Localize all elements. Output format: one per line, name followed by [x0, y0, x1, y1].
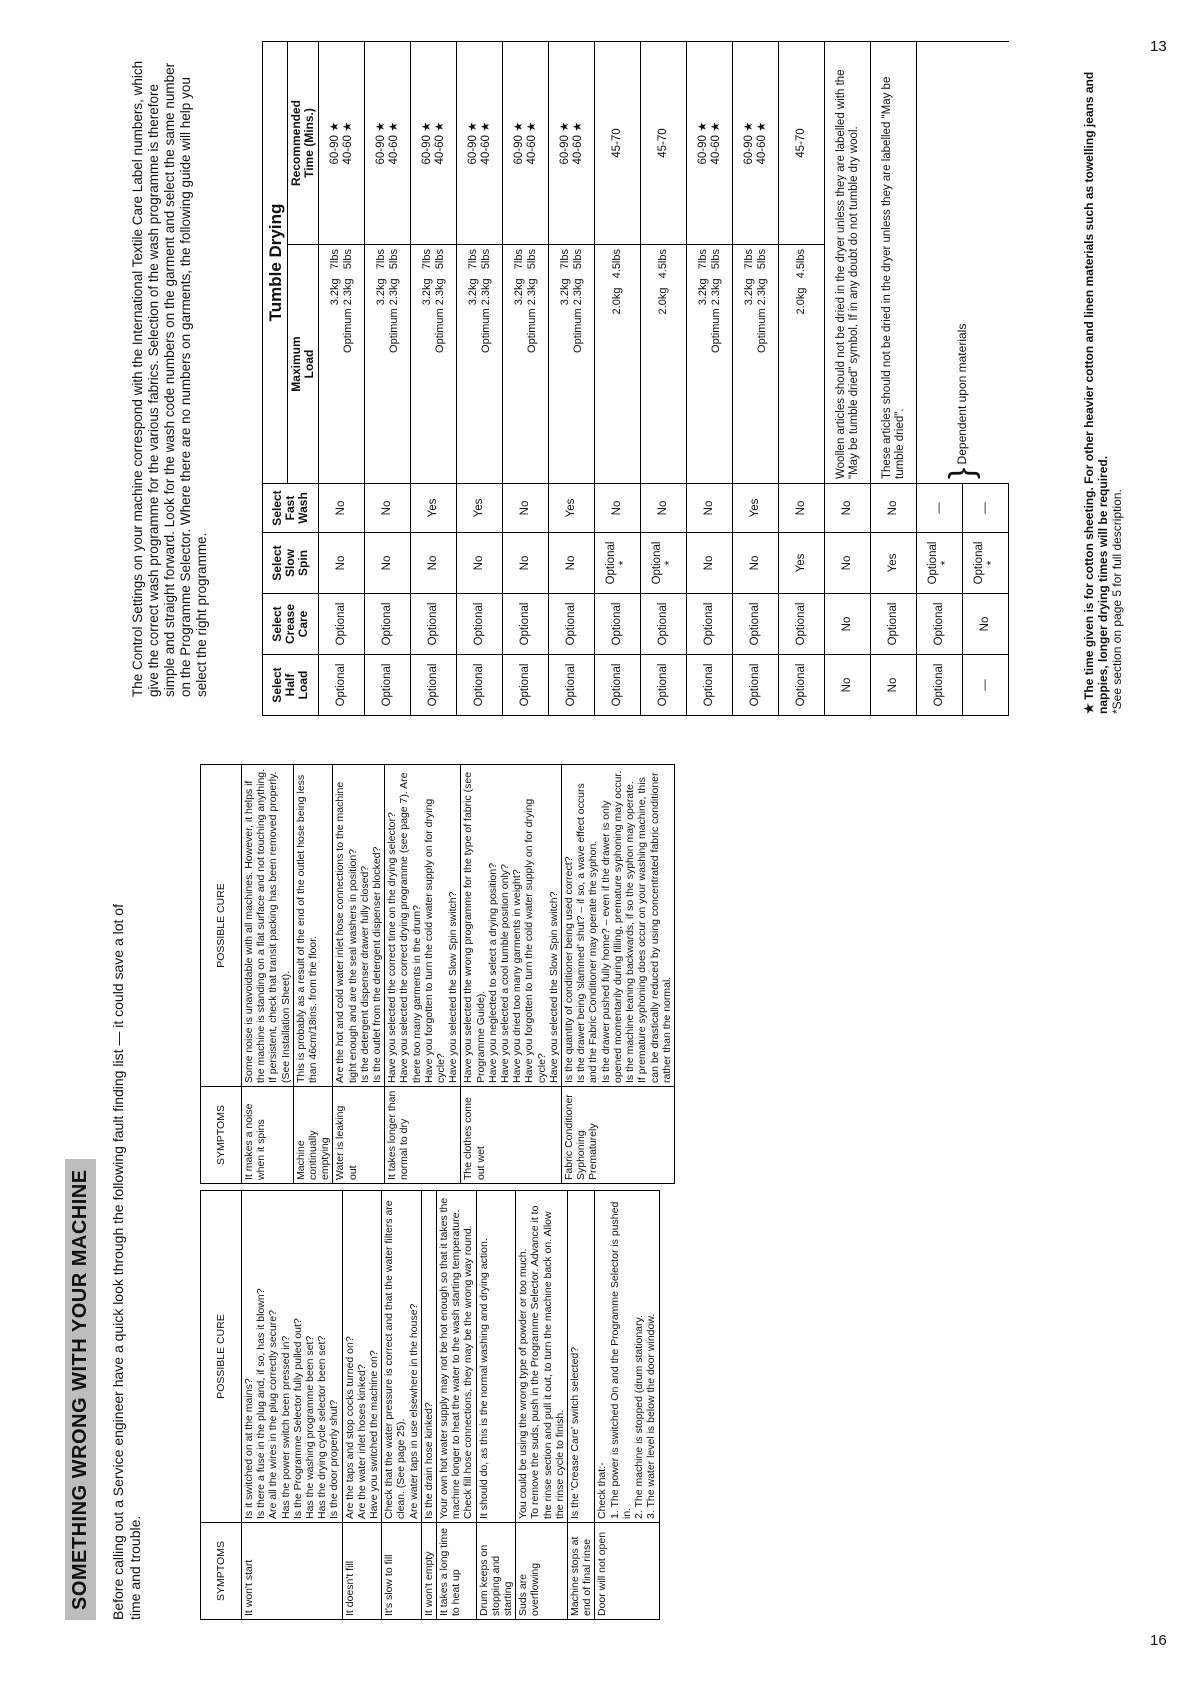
- cell-crease: No: [963, 594, 1009, 655]
- cell-half: Optional: [411, 655, 457, 716]
- cell-slow: Optional *: [595, 533, 641, 594]
- table-row: [641, 42, 687, 716]
- fault-intro: Before calling out a Service engineer have a quick look through the following fault finding list — it could save a lot of time and trouble.: [110, 904, 143, 1620]
- cell-half: Optional: [917, 655, 963, 716]
- cell-rec-time: 60-90 ★ 40-60 ★: [687, 42, 733, 245]
- cure-cell: Is it switched on at the mains? Is there a fuse in the plug and, if so, has it blown? Are all the wires in the plug correctly secure? Has the power switch been pressed in? Is the Programme Selector fully pulled out? Has the washing programme been set? Has the drying cycle selector been set? Is the door properly shut?: [242, 1191, 343, 1523]
- cell-slow: No: [503, 533, 549, 594]
- cell-half: Optional: [319, 655, 365, 716]
- cure-cell: Is the quantity of conditioner being used correct? Is the drawer being 'slammed' shut? – if so, a wave effect occurs and the Fabric Conditioner may operate the syphon. Is the drawer pushed fully home? – even if the drawer is only opened momentarily during filling, premature syphoning may occur. Is the machine leaning backwards, if so the syphon may operate. If premature syphoning does occur on your washing machine, this can be drastically reduced by using concentrated fabric conditioner rather than the normal.: [562, 765, 675, 1087]
- symptom-cell: It won't empty: [421, 1523, 436, 1620]
- cell-slow: No: [365, 533, 411, 594]
- symptom-cell: Suds are overflowing: [516, 1523, 568, 1620]
- cure-cell: It should do, as this is the normal washing and drying action.: [476, 1191, 516, 1523]
- cure-cell: Are the hot and cold water inlet hose connections to the machine tight enough and are the seal washers in position? Is the detergent dispenser drawer fully closed? Is the outlet from the detergent dispenser blocked?: [333, 765, 385, 1087]
- table-row: [516, 1191, 568, 1620]
- cure-cell: Are the taps and stop cocks turned on? Are the water inlet hoses kinked? Have you switched the machine on?: [342, 1191, 382, 1523]
- cell-half: Optional: [365, 655, 411, 716]
- table-row: [461, 765, 562, 1184]
- hdr-fast-wash: Select Fast Wash: [263, 484, 319, 533]
- cell-slow: No: [457, 533, 503, 594]
- cell-crease: Optional: [457, 594, 503, 655]
- cure-cell: This is probably as a result of the end of the outlet hose being less than 46cm/18ins. from the floor.: [293, 765, 333, 1087]
- symptom-cell: The clothes come out wet: [461, 1087, 562, 1184]
- cure-cell: Have you selected the wrong programme for the type of fabric (see Programme Guide). Have you neglected to select a drying position? Have you selected a cool tumble position only? Have you dried too many garments in weight? Have you forgotten to turn the cold water supply on for drying cycle? Have you selected the Slow Spin switch?: [461, 765, 562, 1087]
- cell-fast: Yes: [549, 484, 595, 533]
- table-row: [476, 1191, 516, 1620]
- symptom-cell: Door will not open: [595, 1523, 659, 1620]
- table-row: [595, 42, 641, 716]
- cell-slow: No: [319, 533, 365, 594]
- cell-rec-time: 60-90 ★ 40-60 ★: [549, 42, 595, 245]
- cure-cell: Have you selected the correct time on the drying selector? Have you selected the correct drying programme (see page 7). Are there too many garments in the drum? Have you forgotten to turn the cold water supply on for drying cycle? Have you selected the Slow Spin switch?: [385, 765, 461, 1087]
- cell-max-load: 2.0kg 4.5lbs: [779, 245, 825, 484]
- cell-fast: Yes: [457, 484, 503, 533]
- footnote-asterisk: *See section on page 5 for full description.: [1110, 489, 1124, 714]
- fault-finding-section: [65, 860, 144, 1620]
- cell-crease: Optional: [641, 594, 687, 655]
- table-row: [733, 42, 779, 716]
- symptom-cell: It's slow to fill: [382, 1523, 422, 1620]
- hdr-half-load: Select Half Load: [263, 655, 319, 716]
- cell-fast: No: [503, 484, 549, 533]
- cell-crease: Optional: [917, 594, 963, 655]
- cell-max-load: 3.2kg 7lbs Optimum 2.3kg 5lbs: [549, 245, 595, 484]
- cure-cell: Is the drain hose kinked?: [421, 1191, 436, 1523]
- cell-crease: Optional: [595, 594, 641, 655]
- cell-fast: No: [365, 484, 411, 533]
- table-row: [595, 1191, 659, 1620]
- hdr-max-load: Maximum Load: [288, 245, 319, 484]
- cell-fast: No: [687, 484, 733, 533]
- cell-rec-time: 60-90 ★ 40-60 ★: [365, 42, 411, 245]
- table-row: [382, 1191, 422, 1620]
- brace-icon: }: [942, 467, 981, 479]
- cell-slow: Optional *: [917, 533, 963, 594]
- table-row: [242, 1191, 343, 1620]
- cell-slow: No: [687, 533, 733, 594]
- cell-max-load: 3.2kg 7lbs Optimum 2.3kg 5lbs: [457, 245, 503, 484]
- cell-fast: No: [595, 484, 641, 533]
- cell-half: Optional: [779, 655, 825, 716]
- table-row: [503, 42, 549, 716]
- cell-fast: —: [963, 484, 1009, 533]
- footnote-star: ★ The time given is for cotton sheeting. For other heavier cotton and linen materials such as towelling jeans and nappies, longer drying times will be required.: [1082, 71, 1110, 714]
- cell-slow: No: [733, 533, 779, 594]
- table-row: [871, 42, 917, 716]
- table-row: [421, 1191, 436, 1620]
- symptom-cell: Machine continually emptying: [293, 1087, 333, 1184]
- cell-rec-time: 60-90 ★ 40-60 ★: [319, 42, 365, 245]
- cell-half: Optional: [733, 655, 779, 716]
- cell-half: No: [871, 655, 917, 716]
- cell-crease: Optional: [503, 594, 549, 655]
- cell-rec-time: 60-90 ★ 40-60 ★: [411, 42, 457, 245]
- cell-crease: Optional: [365, 594, 411, 655]
- cell-max-load: 3.2kg 7lbs Optimum 2.3kg 5lbs: [733, 245, 779, 484]
- table-row: [568, 1191, 595, 1620]
- table-row: [333, 765, 385, 1184]
- cell-rec-time: 60-90 ★ 40-60 ★: [733, 42, 779, 245]
- fault-table-1: [200, 1190, 660, 1620]
- table-row: [779, 42, 825, 716]
- cell-fast: No: [319, 484, 365, 533]
- cell-fast: No: [871, 484, 917, 533]
- symptom-cell: It takes a long time to heat up: [437, 1523, 477, 1620]
- table-row: [242, 765, 294, 1184]
- cell-fast: No: [641, 484, 687, 533]
- fault-table-2: [200, 764, 675, 1184]
- cell-max-load: 2.0kg 4.5lbs: [641, 245, 687, 484]
- cell-slow: Optional *: [641, 533, 687, 594]
- hdr-crease-care: Select Crease Care: [263, 594, 319, 655]
- cure-cell: Is the 'Crease Care' switch selected?: [568, 1191, 595, 1523]
- dependent-text: Dependent upon materials: [954, 323, 969, 465]
- cell-rec-time: 60-90 ★ 40-60 ★: [457, 42, 503, 245]
- symptom-cell: Machine stops at end of final rinse: [568, 1523, 595, 1620]
- table-row: [319, 42, 365, 716]
- cell-crease: Optional: [871, 594, 917, 655]
- table-row: [293, 765, 333, 1184]
- cell-slow: Optional *: [963, 533, 1009, 594]
- hdr-tumble-drying: Tumble Drying: [263, 42, 288, 484]
- dependent-cell: [917, 42, 1009, 484]
- table-row: [687, 42, 733, 716]
- table-row: [385, 765, 461, 1184]
- cure-cell: You could be using the wrong type of powder or too much. To remove the suds, push in the Programme Selector. Advance it to the rinse section and pull it out, to turn the machine back on. Allow the rinse cycle to finish.: [516, 1191, 568, 1523]
- cell-fast: —: [917, 484, 963, 533]
- cure-cell: Some noise is unavoidable with all machines. However, it helps if the machine is standing on a flat surface and not touching anything. If persistent, check that transit packing has been removed properly. (See Installation Sheet).: [242, 765, 294, 1087]
- table-row: [342, 1191, 382, 1620]
- cell-max-load: 3.2kg 7lbs Optimum 2.3kg 5lbs: [687, 245, 733, 484]
- cell-slow: Yes: [779, 533, 825, 594]
- symptom-cell: It makes a noise when it spins: [242, 1087, 294, 1184]
- table-row: [365, 42, 411, 716]
- cell-max-load: 3.2kg 7lbs Optimum 2.3kg 5lbs: [503, 245, 549, 484]
- cell-rec-time: 60-90 ★ 40-60 ★: [503, 42, 549, 245]
- wool-note: Woollen articles should not be dried in the dryer unless they are labelled with the "May be tumble dried" symbol. If in any doubt do not tumble dry wool.: [825, 42, 871, 484]
- cell-half: Optional: [457, 655, 503, 716]
- table-row: [549, 42, 595, 716]
- cure-cell: Check that the water pressure is correct and that the water filters are clean. (See page 25). Are water taps in use elsewhere in the house?: [382, 1191, 422, 1523]
- cell-max-load: 3.2kg 7lbs Optimum 2.3kg 5lbs: [365, 245, 411, 484]
- hdr-slow-spin: Select Slow Spin: [263, 533, 319, 594]
- cell-max-load: 3.2kg 7lbs Optimum 2.3kg 5lbs: [411, 245, 457, 484]
- cell-half: —: [963, 655, 1009, 716]
- page-number-right: 13: [1150, 38, 1167, 55]
- cell-crease: Optional: [733, 594, 779, 655]
- cell-half: Optional: [687, 655, 733, 716]
- programme-intro: The Control Settings on your machine correspond with the International Textile Care Label numbers, which give the correct wash programme for the various fabrics. Selection of the wash programme is therefore simple and straight forward. Look for the wash code numbers on the garment and select the same number on the Programme Selector. Where there are no numbers on garments, the following guide will help you select the right programme.: [130, 60, 209, 697]
- symptom-cell: Water is leaking out: [333, 1087, 385, 1184]
- cell-crease: Optional: [687, 594, 733, 655]
- table-row: [411, 42, 457, 716]
- table-row: [562, 765, 675, 1184]
- cure-cell: Check that:- 1. The power is switched On and the Programme Selector is pushed in. 2. The machine is stopped (drum stationary. 3. The water level is below the door window.: [595, 1191, 659, 1523]
- cell-fast: No: [779, 484, 825, 533]
- hdr-rec-time: Recommended Time (Mins.): [288, 42, 319, 245]
- cell-rec-time: 45-70: [779, 42, 825, 245]
- col-cure-2: POSSIBLE CURE: [201, 765, 242, 1087]
- cell-slow: No: [825, 533, 871, 594]
- tumble-note: These articles should not be dried in the dryer unless they are labelled "May be tumble dried".: [871, 42, 917, 484]
- cell-slow: Yes: [871, 533, 917, 594]
- footnotes: [1082, 54, 1124, 714]
- table-row: [825, 42, 871, 716]
- cell-half: Optional: [503, 655, 549, 716]
- cell-half: No: [825, 655, 871, 716]
- cell-crease: Optional: [549, 594, 595, 655]
- table-row: [457, 42, 503, 716]
- cell-slow: No: [411, 533, 457, 594]
- cell-crease: No: [825, 594, 871, 655]
- cell-fast: Yes: [733, 484, 779, 533]
- cell-crease: Optional: [319, 594, 365, 655]
- col-symptoms: SYMPTOMS: [201, 1523, 242, 1620]
- table-row: [917, 42, 963, 716]
- cell-half: Optional: [549, 655, 595, 716]
- col-symptoms-2: SYMPTOMS: [201, 1087, 242, 1184]
- cell-fast: No: [825, 484, 871, 533]
- cell-half: Optional: [641, 655, 687, 716]
- section-heading: SOMETHING WRONG WITH YOUR MACHINE: [65, 1159, 96, 1620]
- cell-rec-time: 45-70: [595, 42, 641, 245]
- cell-crease: Optional: [411, 594, 457, 655]
- cell-rec-time: 45-70: [641, 42, 687, 245]
- cell-half: Optional: [595, 655, 641, 716]
- page-number-left: 16: [1150, 1632, 1167, 1649]
- programme-table: [262, 41, 1009, 716]
- cell-slow: No: [549, 533, 595, 594]
- symptom-cell: Fabric Conditioner Syphoning Prematurely: [562, 1087, 675, 1184]
- cure-cell: Your own hot water supply may not be hot enough so that it takes the machine longer to heat the water to the wash starting temperature. Check fill hose connections, they may be the wrong way round.: [437, 1191, 477, 1523]
- symptom-cell: It doesn't fill: [342, 1523, 382, 1620]
- symptom-cell: Drum keeps on stopping and starting: [476, 1523, 516, 1620]
- symptom-cell: It takes longer than normal to dry: [385, 1087, 461, 1184]
- cell-max-load: 2.0kg 4.5lbs: [595, 245, 641, 484]
- col-cure: POSSIBLE CURE: [201, 1191, 242, 1523]
- symptom-cell: It won't start: [242, 1523, 343, 1620]
- cell-max-load: 3.2kg 7lbs Optimum 2.3kg 5lbs: [319, 245, 365, 484]
- cell-fast: Yes: [411, 484, 457, 533]
- table-row: [437, 1191, 477, 1620]
- cell-crease: Optional: [779, 594, 825, 655]
